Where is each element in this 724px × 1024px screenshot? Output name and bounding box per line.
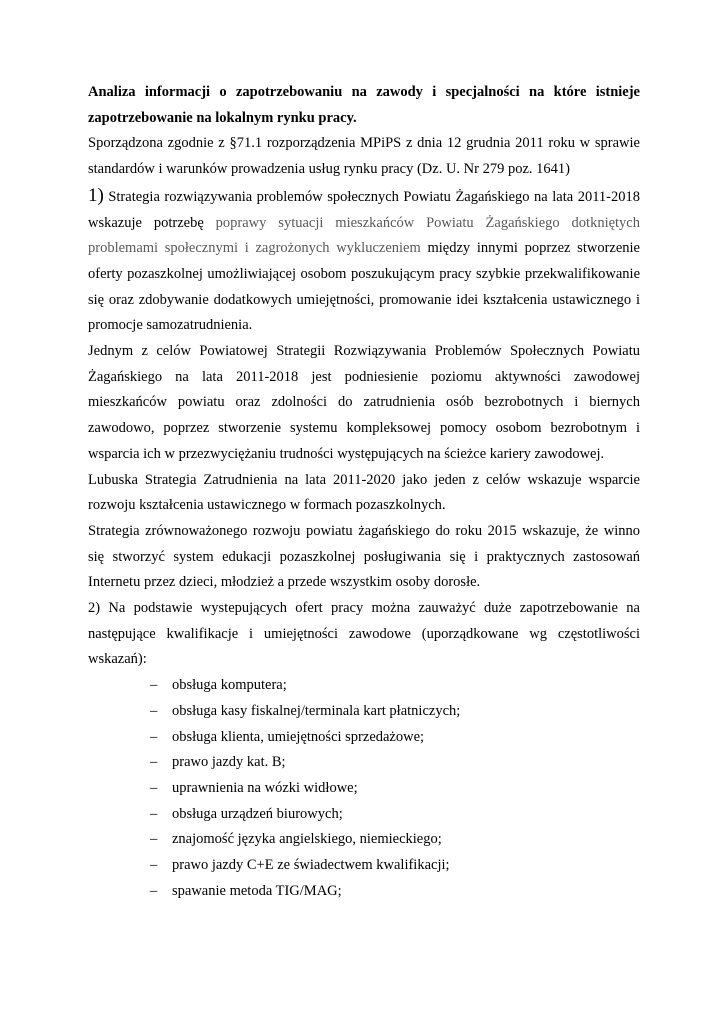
section-1-paragraph-4: Strategia zrównoważonego rozwoju powiatu żagańskiego do roku 2015 wskazuje, że winno się stworzyć system edukacji pozaszkolnej posługiwania się i praktycznych zastosowań Internetu przez dzieci, młodzież a przede wszystkim osoby dorosłe. — [88, 522, 640, 591]
list-item-text: obsługa klienta, umiejętności sprzedażowe; — [172, 728, 425, 745]
list-item — [88, 725, 640, 751]
list-item-text: prawo jazdy kat. B; — [172, 754, 286, 771]
dash-bullet: – — [150, 702, 158, 719]
list-item — [88, 673, 640, 699]
document-title: Analiza informacji o zapotrzebowaniu na zawody i specjalności na które istnieje zapotrzebowanie na lokalnym rynku pracy. — [88, 84, 640, 126]
dash-bullet: – — [150, 677, 158, 694]
section-1-text-b: poprawy sytuacji mieszkańców Powiatu Żagańskiego dotkniętych problemami społecznymi i zagrożonych wykluczeniem — [88, 214, 640, 257]
section-1-text-a: Strategia rozwiązywania problemów społecznych Powiatu Żagańskiego na lata 2011-2018 wskazuje potrzebę — [88, 188, 640, 231]
section-2-intro: 2) Na podstawie wystepujących ofert pracy można zauważyć duże zapotrzebowanie na następujące kwalifikacje i umiejętności zawodowe (uporządkowane wg częstotliwości wskazań): — [88, 600, 640, 668]
document-subtitle: Sporządzona zgodnie z §71.1 rozporządzenia MPiPS z dnia 12 grudnia 2011 roku w sprawie standardów i warunków prowadzenia usług rynku pracy (Dz. U. Nr 279 poz. 1641) — [88, 135, 640, 178]
section-1-paragraph-3: Lubuska Strategia Zatrudnienia na lata 2011-2020 jako jeden z celów wskazuje wsparcie rozwoju kształcenia ustawicznego w formach pozaszkolnych. — [88, 471, 640, 514]
list-item-text: obsługa kasy fiskalnej/terminala kart płatniczych; — [172, 702, 461, 719]
dash-bullet: – — [150, 805, 158, 822]
list-item — [88, 853, 640, 879]
section-1-paragraph-2: Jednym z celów Powiatowej Strategii Rozwiązywania Problemów Społecznych Powiatu Żagańskiego na lata 2011-2018 jest podniesienie poziomu aktywności zawodowej mieszkańców powiatu oraz zdolności do zatrudnienia osób bezrobotnych i biernych zawodowo, poprzez stworzenie systemu kompleksowej pomocy osobom bezrobotnym i wsparcia ich w przezwyciężaniu trudności występujących na ścieżce kariery zawodowej. — [88, 343, 640, 462]
dash-bullet: – — [150, 831, 158, 848]
list-item-text: znajomość języka angielskiego, niemieckiego; — [172, 831, 442, 848]
list-item — [88, 827, 640, 853]
dash-bullet: – — [150, 728, 158, 745]
list-item — [88, 750, 640, 776]
section-1-paragraph — [88, 183, 640, 339]
dash-bullet: – — [150, 779, 158, 796]
list-item — [88, 879, 640, 905]
dash-bullet: – — [150, 754, 158, 771]
section-1-text-c: między innymi poprzez stworzenie oferty pozaszkolnej umożliwiającej osobom poszukującym pracy szybkie przekwalifikowanie się oraz zdobywanie dodatkowych umiejętności, promowanie idei kształcenia ustawicznego i promocje samozatrudnienia. — [88, 240, 640, 334]
list-item — [88, 776, 640, 802]
list-item-text: obsługa urządzeń biurowych; — [172, 805, 343, 822]
list-item-text: prawo jazdy C+E ze świadectwem kwalifikacji; — [172, 857, 450, 874]
dash-bullet: – — [150, 882, 158, 899]
list-item — [88, 699, 640, 725]
qualifications-list — [88, 673, 640, 904]
list-item-text: obsługa komputera; — [172, 677, 287, 694]
list-item-text: uprawnienia na wózki widłowe; — [172, 779, 358, 796]
dash-bullet: – — [150, 857, 158, 874]
document-body — [88, 80, 640, 905]
list-item — [88, 802, 640, 828]
list-item-text: spawanie metoda TIG/MAG; — [172, 882, 342, 899]
section-1-number: 1) — [88, 184, 104, 206]
